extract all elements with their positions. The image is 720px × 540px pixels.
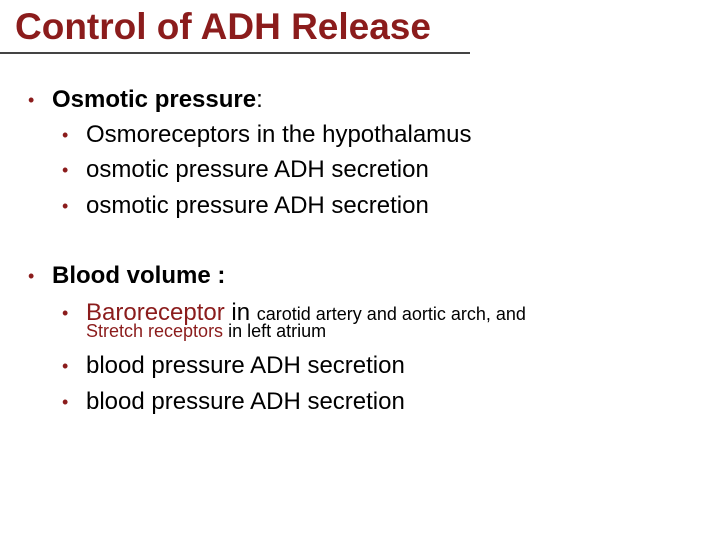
item-text: blood pressure bbox=[86, 388, 245, 415]
bullet-marker: • bbox=[62, 125, 69, 145]
stretch-receptors-term: Stretch receptors bbox=[86, 321, 224, 341]
slide-title: Control of ADH Release bbox=[15, 6, 431, 47]
heading-colon: : bbox=[256, 86, 263, 113]
baroreceptor-term: Baroreceptor bbox=[86, 299, 225, 326]
osmotic-pressure-heading bbox=[52, 86, 263, 114]
item-text: osmotic pressure bbox=[86, 192, 269, 219]
list-item-continuation bbox=[86, 320, 326, 342]
list-item bbox=[86, 156, 429, 185]
item-text: carotid artery and aortic arch, and bbox=[256, 304, 526, 324]
bullet-marker: • bbox=[62, 303, 69, 323]
title-underline bbox=[0, 52, 470, 54]
item-text: osmotic pressure bbox=[86, 156, 269, 183]
bullet-marker: • bbox=[62, 356, 69, 376]
item-text: ADH secretion bbox=[274, 192, 429, 219]
section-heading: Osmotic pressure bbox=[52, 86, 257, 113]
bullet-marker: • bbox=[28, 90, 35, 110]
bullet-marker: • bbox=[62, 196, 69, 216]
item-text: ADH secretion bbox=[274, 156, 429, 183]
item-text: Osmoreceptors in the hypothalamus bbox=[86, 121, 472, 148]
item-text: ADH secretion bbox=[250, 352, 405, 379]
list-item bbox=[86, 192, 429, 221]
blood-volume-heading bbox=[52, 262, 225, 290]
bullet-marker: • bbox=[62, 392, 69, 412]
item-text: in left atrium bbox=[223, 321, 327, 341]
list-item bbox=[86, 388, 405, 417]
bullet-marker: • bbox=[28, 266, 35, 286]
section-heading: Blood volume : bbox=[52, 262, 226, 289]
list-item bbox=[86, 121, 472, 149]
item-text: in bbox=[224, 299, 257, 326]
item-text: ADH secretion bbox=[250, 388, 405, 415]
bullet-marker: • bbox=[62, 160, 69, 180]
list-item bbox=[86, 352, 405, 381]
item-text: blood pressure bbox=[86, 352, 245, 379]
